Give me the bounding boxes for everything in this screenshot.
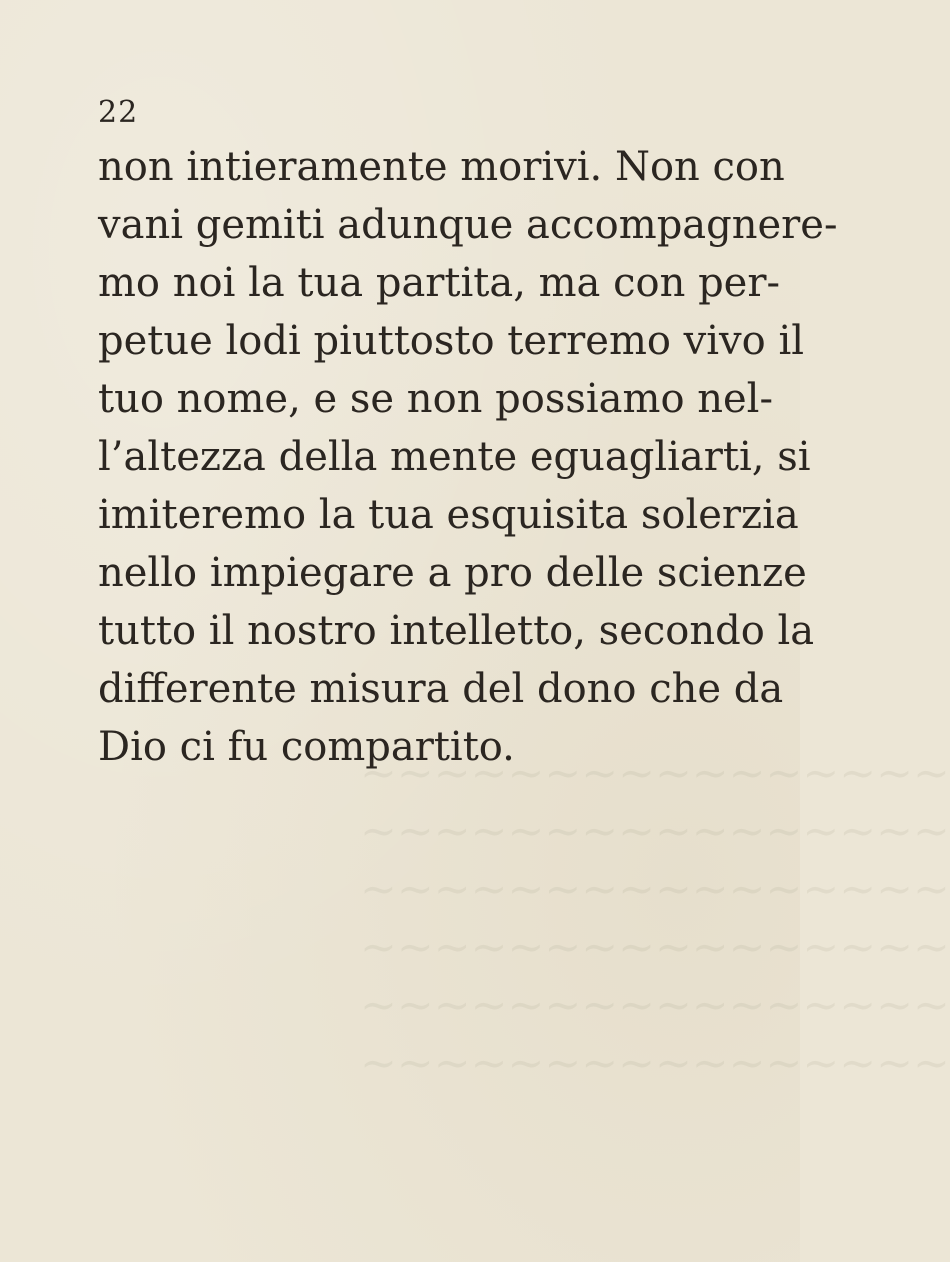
text-line: tutto il nostro intelletto, secondo la [98, 608, 815, 654]
text-line: Dio ci fu compartito. [98, 724, 515, 770]
text-line: imiteremo la tua esquisita solerzia [98, 492, 799, 538]
text-line: l’altezza della mente eguagliarti, si [98, 434, 811, 480]
text-line: differente misura del dono che da [98, 666, 784, 712]
text-line: non intieramente morivi. Non con [98, 144, 785, 190]
text-line: mo noi la tua partita, ma con per- [98, 260, 780, 306]
show-through-texture: ~~~~~~~~~~~~~~~~ ~~~~~~~~~~~~~~~~ ~~~~~~~~~~~~~~~~ ~~~~~~~~~~~~~~~~ ~~~~~~~~~~~~~~~~ ~~~~~~~~~~~~~~~~ [360, 748, 950, 1089]
text-line: nello impiegare a pro delle scienze [98, 550, 807, 596]
text-line: petue lodi piuttosto terremo vivo il [98, 318, 805, 364]
page-number: 22 [98, 95, 139, 130]
body-text [98, 138, 838, 776]
text-line: vani gemiti adunque accompagnere- [98, 202, 838, 248]
text-line: tuo nome, e se non possiamo nel- [98, 376, 773, 422]
